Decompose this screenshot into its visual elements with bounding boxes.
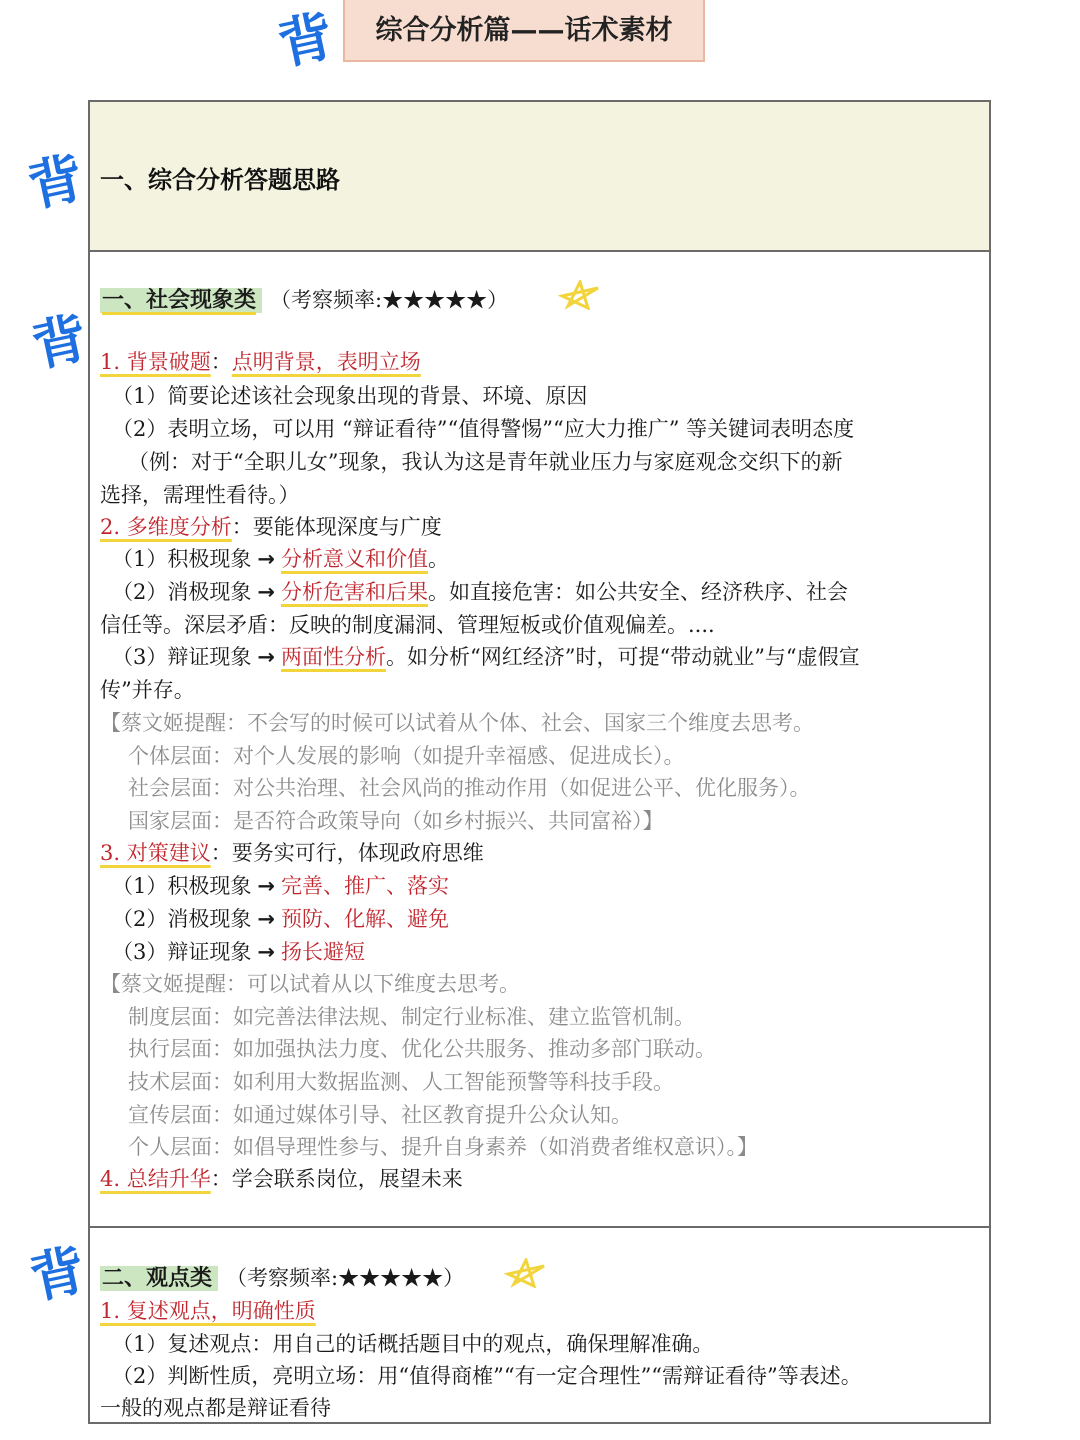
tip-line: 【蔡文姬提醒：不会写的时候可以试着从个体、社会、国家三个维度去思考。 [100,711,814,735]
s2-point1-label: 1. 复述观点，明确性质 [100,1299,316,1323]
item-highlight: 预防、化解、避免 [280,907,449,931]
point1-line [100,346,421,378]
star-doodle-icon [504,1258,548,1288]
item-highlight: 分析危害和后果 [280,580,428,604]
item-text: 。如分析“网红经济”时，可提“带动就业”与“虚假宣 [385,645,860,669]
tip-line: 个体层面：对个人发展的影响（如提升幸福感、促进成长）。 [128,744,685,768]
section1-title: 一、社会现象类 [100,288,262,313]
text-line [112,936,365,968]
header-band [90,102,989,252]
item-highlight: 分析意义和价值 [280,547,428,571]
section2-frequency: （考察频率:★★★★★） [226,1266,465,1290]
point4-line [100,1163,463,1195]
point1-colon: ： [210,350,232,374]
star-doodle-icon [558,280,602,310]
content-frame [88,100,991,1424]
item-label: （1）积极现象 [112,874,252,898]
arrow-icon: → [257,580,275,604]
text-line [112,870,449,902]
arrow-icon: → [257,874,275,898]
point2-line [100,511,442,543]
point1-label: 1. 背景破题 [100,350,211,374]
point3-label: 3. 对策建议 [100,841,211,865]
arrow-icon: → [257,907,275,931]
section1-heading-line [100,284,508,317]
point1-text: 点明背景，表明立场 [231,350,421,374]
tip-line: 【蔡文姬提醒：可以试着从以下维度去思考。 [100,972,520,996]
item-label: （3）辩证现象 [112,940,252,964]
page-title: 综合分析篇——话术素材 [343,0,705,62]
header-title: 一、综合分析答题思路 [100,166,340,194]
item-highlight: 两面性分析 [280,645,386,669]
text-line: （2）判断性质，亮明立场：用“值得商榷”“有一定合理性”“需辩证看待”等表述。 [112,1364,862,1388]
text-line: （例：对于“全职儿女”现象，我认为这是青年就业压力与家庭观念交织下的新 [128,450,843,474]
item-label: （2）消极现象 [112,907,252,931]
tip-line: 技术层面：如利用大数据监测、人工智能预警等科技手段。 [128,1070,674,1094]
section1-frequency: （考察频率:★★★★★） [270,288,509,312]
point2-label: 2. 多维度分析 [100,515,232,539]
tip-line: 制度层面：如完善法律法规、制定行业标准、建立监管机制。 [128,1005,695,1029]
point4-text: ：学会联系岗位，展望未来 [210,1167,463,1191]
s2-point1-line [100,1295,316,1327]
handwritten-note-2: 背 [22,145,89,219]
text-line [112,903,449,935]
item-highlight: 扬长避短 [280,940,365,964]
section-divider [90,1226,989,1228]
arrow-icon: → [257,547,275,571]
item-label: （2）消极现象 [112,580,252,604]
text-line: 信任等。深层矛盾：反映的制度漏洞、管理短板或价值观偏差。.... [100,613,715,637]
text-line: 传”并存。 [100,678,195,702]
text-line [112,641,860,673]
arrow-icon: → [257,645,275,669]
tip-line: 个人层面：如倡导理性参与、提升自身素养（如消费者维权意识）。】 [128,1135,758,1159]
item-highlight: 完善、推广、落实 [280,874,449,898]
item-label: （3）辩证现象 [112,645,252,669]
item-text: 。 [427,547,449,571]
arrow-icon: → [257,940,275,964]
tip-line: 执行层面：如加强执法力度、优化公共服务、推动多部门联动。 [128,1037,716,1061]
point2-text: ：要能体现深度与广度 [231,515,442,539]
text-line: 选择，需理性看待。） [100,483,300,507]
section2-title: 二、观点类 [100,1266,218,1291]
section2-heading-line [100,1262,464,1295]
point3-text: ：要务实可行，体现政府思维 [210,841,484,865]
handwritten-note-3: 背 [26,305,93,379]
tip-line: 宣传层面：如通过媒体引导、社区教育提升公众认知。 [128,1103,632,1127]
tip-line: 社会层面：对公共治理、社会风尚的推动作用（如促进公平、优化服务）。 [128,776,811,800]
point4-label: 4. 总结升华 [100,1167,211,1191]
item-label: （1）积极现象 [112,547,252,571]
tip-line: 国家层面：是否符合政策导向（如乡村振兴、共同富裕）】 [128,809,664,833]
text-line: （1）简要论述该社会现象出现的背景、环境、原因 [112,384,588,408]
handwritten-note-1: 背 [272,3,339,77]
text-line: 一般的观点都是辩证看待 [100,1396,331,1420]
text-line: （1）复述观点：用自己的话概括题目中的观点，确保理解准确。 [112,1332,714,1356]
point3-line [100,837,484,869]
text-line: （2）表明立场，可以用 “辩证看待”“值得警惕”“应大力推广” 等关键词表明态度 [112,417,855,441]
text-line [112,543,449,575]
item-text: 。如直接危害：如公共安全、经济秩序、社会 [427,580,848,604]
text-line [112,576,848,608]
handwritten-note-4: 背 [24,1237,91,1311]
